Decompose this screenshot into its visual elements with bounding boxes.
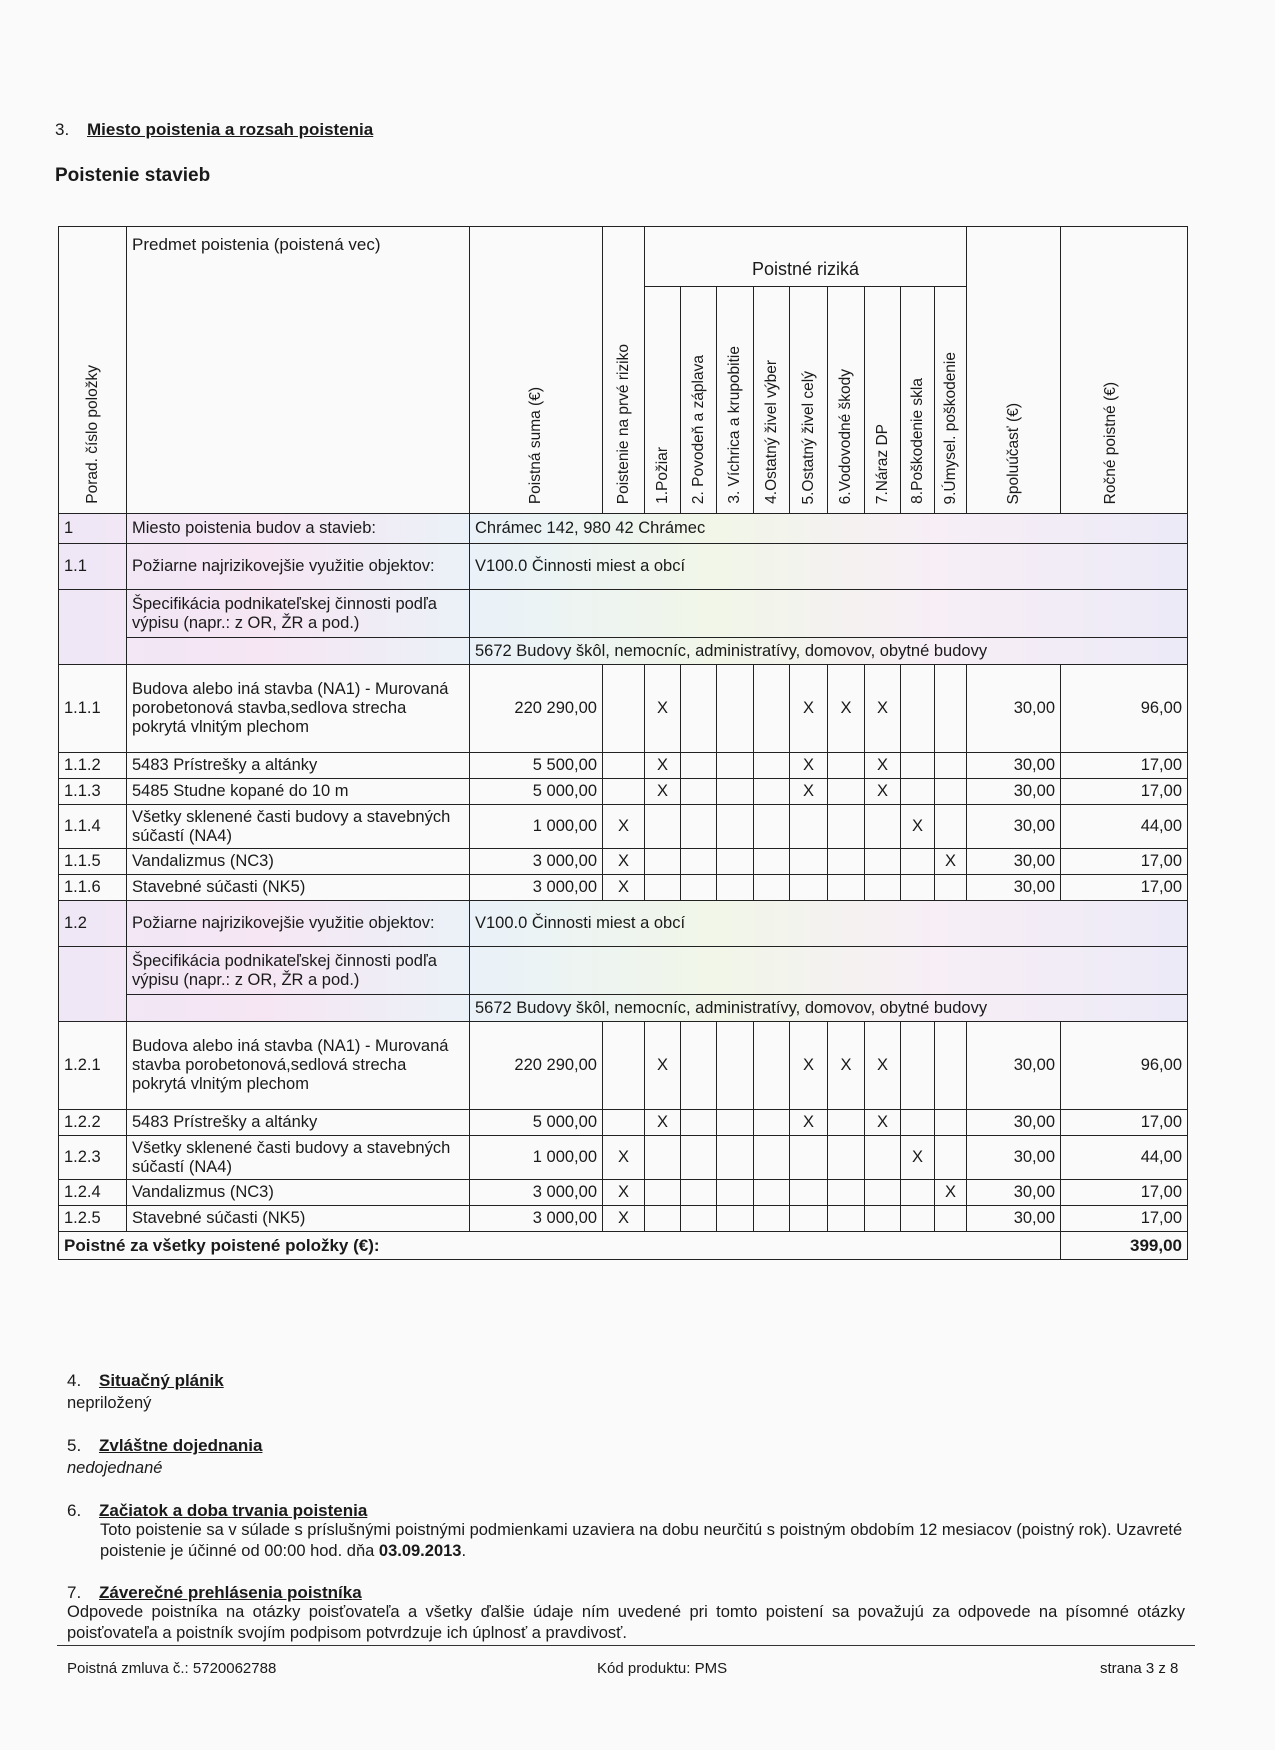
item-risk-2 — [681, 1110, 717, 1136]
header-risk-2 — [681, 287, 717, 514]
section-7-text: Odpovede poistníka na otázky poisťovateľa a všetky ďalšie údaje ním uvedené pri tomto poistení sa považujú za odpovede na písomné otázky poisťovateľa a poistník svojím podpisom potvrdzuje ich úplnosť a pravdivosť. — [67, 1603, 1185, 1642]
item-risk-1 — [645, 1206, 681, 1232]
item-subject: Stavebné súčasti (NK5) — [127, 1206, 470, 1232]
item-risk-7: X — [865, 779, 901, 805]
section-6-text — [100, 1520, 1185, 1562]
spec-num-cell — [59, 947, 127, 1022]
subtitle-building-insurance: Poistenie stavieb — [55, 165, 211, 186]
item-risk-7 — [865, 849, 901, 875]
item-risk-4 — [754, 875, 790, 901]
item-risk-3 — [717, 1022, 754, 1110]
item-risk-3 — [717, 1206, 754, 1232]
item-risk-9 — [935, 1022, 967, 1110]
location-value: Chrámec 142, 980 42 Chrámec — [470, 514, 1188, 544]
item-deductible: 30,00 — [967, 805, 1061, 849]
item-risk-9 — [935, 1136, 967, 1180]
item-risk-8 — [901, 1022, 935, 1110]
item-risk-7 — [865, 1136, 901, 1180]
item-num: 1.2.2 — [59, 1110, 127, 1136]
item-risk-9 — [935, 665, 967, 753]
header-risk-2-text: 2. Povodeň a záplava — [689, 354, 707, 505]
header-risks: Poistné riziká — [645, 227, 967, 287]
item-first-risk: X — [603, 875, 645, 901]
item-risk-1 — [645, 875, 681, 901]
item-risk-1: X — [645, 779, 681, 805]
item-risk-4 — [754, 1136, 790, 1180]
section-5-text: nedojednané — [67, 1459, 163, 1477]
table-row — [59, 849, 1188, 875]
item-premium: 96,00 — [1061, 665, 1188, 753]
item-deductible: 30,00 — [967, 1180, 1061, 1206]
item-risk-3 — [717, 849, 754, 875]
item-risk-5 — [790, 805, 828, 849]
header-subject: Predmet poistenia (poistená vec) — [127, 227, 470, 514]
item-sum: 5 000,00 — [470, 1110, 603, 1136]
item-risk-2 — [681, 1206, 717, 1232]
item-sum: 1 000,00 — [470, 1136, 603, 1180]
item-risk-8 — [901, 1110, 935, 1136]
spec-label: Špecifikácia podnikateľskej činnosti podľa výpisu (napr.: z OR, ŽR a pod.) — [127, 590, 470, 638]
item-risk-4 — [754, 665, 790, 753]
item-risk-3 — [717, 1180, 754, 1206]
item-risk-8 — [901, 849, 935, 875]
section-title: Miesto poistenia a rozsah poistenia — [87, 120, 374, 139]
table-row — [59, 1136, 1188, 1180]
section-title: Situačný plánik — [99, 1371, 224, 1390]
item-risk-8 — [901, 779, 935, 805]
footer-page-number: strana 3 z 8 — [1100, 1660, 1179, 1677]
item-risk-9: X — [935, 1180, 967, 1206]
item-risk-6 — [828, 805, 865, 849]
item-deductible: 30,00 — [967, 665, 1061, 753]
item-first-risk — [603, 1110, 645, 1136]
item-risk-4 — [754, 1180, 790, 1206]
spec-value-row — [59, 638, 1188, 665]
spec-empty-subject — [127, 995, 470, 1022]
header-sum — [470, 227, 603, 514]
item-premium: 96,00 — [1061, 1022, 1188, 1110]
item-subject: Budova alebo iná stavba (NA1) - Murovaná stavba porobetonová,sedlová strecha pokrytá vlnitým plechom — [127, 1022, 470, 1110]
item-risk-4 — [754, 753, 790, 779]
item-risk-1 — [645, 805, 681, 849]
item-first-risk — [603, 1022, 645, 1110]
table-row — [59, 805, 1188, 849]
footer-contract-number: Poistná zmluva č.: 5720062788 — [67, 1660, 277, 1677]
item-num: 1.1.3 — [59, 779, 127, 805]
item-deductible: 30,00 — [967, 779, 1061, 805]
item-deductible: 30,00 — [967, 849, 1061, 875]
item-risk-6 — [828, 1180, 865, 1206]
spec-empty-cell — [470, 590, 1188, 638]
footer-product-code: Kód produktu: PMS — [597, 1660, 728, 1677]
item-first-risk — [603, 753, 645, 779]
item-risk-1: X — [645, 753, 681, 779]
section-3-heading — [55, 120, 373, 140]
item-risk-4 — [754, 1206, 790, 1232]
item-risk-2 — [681, 849, 717, 875]
header-order-number — [59, 227, 127, 514]
section-7-heading — [67, 1583, 362, 1603]
item-risk-8: X — [901, 805, 935, 849]
item-num: 1.2.4 — [59, 1180, 127, 1206]
item-risk-3 — [717, 779, 754, 805]
item-subject: 5483 Prístrešky a altánky — [127, 1110, 470, 1136]
item-deductible: 30,00 — [967, 1206, 1061, 1232]
item-risk-2 — [681, 753, 717, 779]
item-num: 1.1.2 — [59, 753, 127, 779]
item-risk-8: X — [901, 1136, 935, 1180]
table-row — [59, 753, 1188, 779]
usage-label: Požiarne najrizikovejšie využitie objektov: — [127, 901, 470, 947]
item-risk-7: X — [865, 665, 901, 753]
spec-value-row — [59, 995, 1188, 1022]
header-premium — [1061, 227, 1188, 514]
item-first-risk: X — [603, 805, 645, 849]
section-number: 6. — [67, 1501, 82, 1520]
item-risk-1 — [645, 1180, 681, 1206]
header-deductible-text: Spoluúčasť (€) — [1004, 402, 1022, 505]
item-subject: Budova alebo iná stavba (NA1) - Murovaná porobetonová stavba,sedlova strecha pokrytá vlnitým plechom — [127, 665, 470, 753]
header-risk-4 — [754, 287, 790, 514]
item-risk-4 — [754, 779, 790, 805]
section-title: Záverečné prehlásenia poistníka — [99, 1583, 362, 1602]
item-risk-6 — [828, 1110, 865, 1136]
item-risk-6 — [828, 753, 865, 779]
item-premium: 44,00 — [1061, 805, 1188, 849]
item-risk-4 — [754, 849, 790, 875]
section-4-text: nepriložený — [67, 1394, 152, 1412]
spec-label: Špecifikácia podnikateľskej činnosti podľa výpisu (napr.: z OR, ŽR a pod.) — [127, 947, 470, 995]
item-risk-7: X — [865, 1110, 901, 1136]
item-risk-9: X — [935, 849, 967, 875]
header-risk-8-text: 8.Poškodenie skla — [908, 378, 926, 505]
item-subject: Všetky sklenené časti budovy a stavebných súčastí (NA4) — [127, 805, 470, 849]
item-risk-5: X — [790, 1022, 828, 1110]
section-title: Zvláštne dojednania — [99, 1436, 263, 1455]
item-subject: Všetky sklenené časti budovy a stavebných súčastí (NA4) — [127, 1136, 470, 1180]
item-deductible: 30,00 — [967, 753, 1061, 779]
header-first-risk — [603, 227, 645, 514]
item-num: 1.2.1 — [59, 1022, 127, 1110]
spec-value: 5672 Budovy škôl, nemocníc, administratívy, domovov, obytné budovy — [470, 638, 1188, 665]
item-subject: 5483 Prístrešky a altánky — [127, 753, 470, 779]
header-risk-7-text: 7.Náraz DP — [873, 423, 891, 505]
item-sum: 3 000,00 — [470, 1206, 603, 1232]
total-row — [59, 1232, 1188, 1260]
item-num: 1.1.6 — [59, 875, 127, 901]
group-num: 1.1 — [59, 544, 127, 590]
item-risk-6 — [828, 875, 865, 901]
header-risk-4-text: 4.Ostatný živel výber — [762, 360, 780, 505]
item-deductible: 30,00 — [967, 875, 1061, 901]
item-risk-5 — [790, 1206, 828, 1232]
item-risk-4 — [754, 1110, 790, 1136]
header-risk-8 — [901, 287, 935, 514]
item-risk-1 — [645, 849, 681, 875]
spec-empty-cell — [470, 947, 1188, 995]
header-risk-5-text: 5.Ostatný živel celý — [799, 370, 817, 505]
item-risk-1 — [645, 1136, 681, 1180]
table-row — [59, 779, 1188, 805]
item-risk-7 — [865, 875, 901, 901]
item-first-risk: X — [603, 1180, 645, 1206]
item-risk-7 — [865, 1206, 901, 1232]
item-risk-5 — [790, 1180, 828, 1206]
spec-empty-subject — [127, 638, 470, 665]
item-risk-1: X — [645, 1022, 681, 1110]
spec-row — [59, 590, 1188, 638]
table-row — [59, 1022, 1188, 1110]
section-6-text-after: . — [461, 1542, 467, 1560]
item-risk-3 — [717, 875, 754, 901]
item-risk-9 — [935, 1206, 967, 1232]
item-sum: 5 000,00 — [470, 779, 603, 805]
item-first-risk: X — [603, 1136, 645, 1180]
item-risk-9 — [935, 779, 967, 805]
item-risk-6 — [828, 779, 865, 805]
item-sum: 5 500,00 — [470, 753, 603, 779]
item-risk-6 — [828, 1136, 865, 1180]
item-risk-7 — [865, 805, 901, 849]
header-order-number-text: Porad. číslo položky — [83, 365, 101, 505]
section-title: Začiatok a doba trvania poistenia — [99, 1501, 368, 1520]
item-sum: 220 290,00 — [470, 665, 603, 753]
table-row — [59, 1206, 1188, 1232]
item-premium: 17,00 — [1061, 849, 1188, 875]
item-sum: 220 290,00 — [470, 1022, 603, 1110]
item-risk-3 — [717, 665, 754, 753]
item-first-risk: X — [603, 849, 645, 875]
item-num: 1.2.3 — [59, 1136, 127, 1180]
item-risk-8 — [901, 665, 935, 753]
item-risk-9 — [935, 1110, 967, 1136]
item-risk-6 — [828, 849, 865, 875]
location-num: 1 — [59, 514, 127, 544]
item-subject: 5485 Studne kopané do 10 m — [127, 779, 470, 805]
item-risk-9 — [935, 805, 967, 849]
item-risk-1: X — [645, 1110, 681, 1136]
header-risk-3 — [717, 287, 754, 514]
item-subject: Stavebné súčasti (NK5) — [127, 875, 470, 901]
header-risk-6 — [828, 287, 865, 514]
usage-row — [59, 544, 1188, 590]
item-premium: 17,00 — [1061, 1110, 1188, 1136]
usage-value: V100.0 Činnosti miest a obcí — [470, 544, 1188, 590]
header-risk-1 — [645, 287, 681, 514]
table-row — [59, 1180, 1188, 1206]
item-risk-4 — [754, 805, 790, 849]
item-risk-2 — [681, 805, 717, 849]
item-num: 1.1.1 — [59, 665, 127, 753]
item-risk-2 — [681, 1180, 717, 1206]
section-number: 4. — [67, 1371, 82, 1390]
header-risk-7 — [865, 287, 901, 514]
section-number: 7. — [67, 1583, 82, 1602]
usage-label: Požiarne najrizikovejšie využitie objektov: — [127, 544, 470, 590]
item-risk-5: X — [790, 753, 828, 779]
spec-value: 5672 Budovy škôl, nemocníc, administratívy, domovov, obytné budovy — [470, 995, 1188, 1022]
header-risk-9 — [935, 287, 967, 514]
item-risk-3 — [717, 805, 754, 849]
item-num: 1.2.5 — [59, 1206, 127, 1232]
item-deductible: 30,00 — [967, 1022, 1061, 1110]
item-premium: 17,00 — [1061, 753, 1188, 779]
item-risk-5 — [790, 875, 828, 901]
section-6-text-before: Toto poistenie sa v súlade s príslušnými poistnými podmienkami uzaviera na dobu neurčitú s poistným obdobím 12 mesiacov (poistný rok). Uzavreté poistenie je účinné od 00:00 hod. dňa — [100, 1521, 1183, 1560]
header-risk-5 — [790, 287, 828, 514]
section-4-heading — [67, 1371, 224, 1391]
header-risk-9-text: 9.Úmysel. poškodenie — [941, 351, 959, 505]
total-value: 399,00 — [1061, 1232, 1188, 1260]
location-row — [59, 514, 1188, 544]
item-sum: 1 000,00 — [470, 805, 603, 849]
item-risk-5: X — [790, 665, 828, 753]
spec-row — [59, 947, 1188, 995]
item-first-risk: X — [603, 1206, 645, 1232]
total-label: Poistné za všetky poistené položky (€): — [59, 1232, 1061, 1260]
item-risk-5 — [790, 849, 828, 875]
item-first-risk — [603, 779, 645, 805]
spec-num-cell — [59, 590, 127, 665]
item-risk-5: X — [790, 1110, 828, 1136]
item-risk-6 — [828, 1206, 865, 1232]
header-risk-3-text: 3. Víchrica a krupobitie — [726, 346, 744, 505]
item-premium: 44,00 — [1061, 1136, 1188, 1180]
item-risk-6: X — [828, 1022, 865, 1110]
item-risk-9 — [935, 753, 967, 779]
item-risk-3 — [717, 753, 754, 779]
location-label: Miesto poistenia budov a stavieb: — [127, 514, 470, 544]
item-num: 1.1.4 — [59, 805, 127, 849]
insurance-table — [58, 226, 1188, 1260]
item-sum: 3 000,00 — [470, 849, 603, 875]
item-risk-8 — [901, 753, 935, 779]
item-subject: Vandalizmus (NC3) — [127, 1180, 470, 1206]
item-risk-4 — [754, 1022, 790, 1110]
table-row — [59, 1110, 1188, 1136]
item-risk-9 — [935, 875, 967, 901]
item-risk-2 — [681, 1136, 717, 1180]
item-deductible: 30,00 — [967, 1136, 1061, 1180]
item-premium: 17,00 — [1061, 1206, 1188, 1232]
section-number: 5. — [67, 1436, 82, 1455]
item-num: 1.1.5 — [59, 849, 127, 875]
section-number: 3. — [55, 120, 70, 139]
header-sum-text: Poistná suma (€) — [527, 386, 545, 505]
item-risk-8 — [901, 1206, 935, 1232]
item-deductible: 30,00 — [967, 1110, 1061, 1136]
item-premium: 17,00 — [1061, 779, 1188, 805]
header-premium-text: Ročné poistné (€) — [1102, 381, 1119, 505]
table-row — [59, 875, 1188, 901]
section-5-heading — [67, 1436, 262, 1456]
item-risk-3 — [717, 1136, 754, 1180]
item-first-risk — [603, 665, 645, 753]
item-premium: 17,00 — [1061, 875, 1188, 901]
usage-value: V100.0 Činnosti miest a obcí — [470, 901, 1188, 947]
item-risk-2 — [681, 1022, 717, 1110]
item-sum: 3 000,00 — [470, 1180, 603, 1206]
start-date: 03.09.2013 — [378, 1542, 462, 1560]
item-risk-7: X — [865, 753, 901, 779]
header-deductible — [967, 227, 1061, 514]
item-subject: Vandalizmus (NC3) — [127, 849, 470, 875]
item-risk-1: X — [645, 665, 681, 753]
item-risk-5 — [790, 1136, 828, 1180]
usage-row — [59, 901, 1188, 947]
item-risk-3 — [717, 1110, 754, 1136]
group-num: 1.2 — [59, 901, 127, 947]
item-sum: 3 000,00 — [470, 875, 603, 901]
item-risk-5: X — [790, 779, 828, 805]
item-risk-2 — [681, 665, 717, 753]
table-row — [59, 665, 1188, 753]
header-risk-1-text: 1.Požiar — [653, 447, 671, 505]
item-premium: 17,00 — [1061, 1180, 1188, 1206]
item-risk-6: X — [828, 665, 865, 753]
footer-divider — [57, 1645, 1195, 1646]
item-risk-7 — [865, 1180, 901, 1206]
header-first-risk-text: Poistenie na prvé riziko — [614, 343, 632, 505]
item-risk-8 — [901, 875, 935, 901]
item-risk-2 — [681, 779, 717, 805]
item-risk-7: X — [865, 1022, 901, 1110]
item-risk-2 — [681, 875, 717, 901]
item-risk-8 — [901, 1180, 935, 1206]
section-6-heading — [67, 1501, 367, 1521]
header-risk-6-text: 6.Vodovodné škody — [837, 368, 855, 505]
